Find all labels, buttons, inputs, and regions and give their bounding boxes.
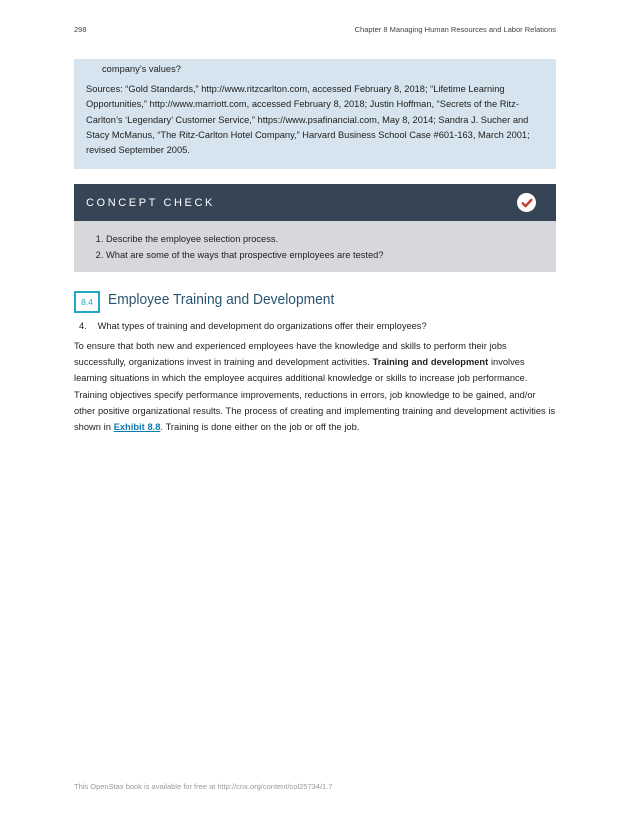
section-number-badge: 8.4 bbox=[74, 291, 100, 313]
concept-check-header bbox=[74, 184, 556, 221]
concept-check-questions bbox=[90, 232, 556, 263]
body-text: involves learning situations in which the employee acquires additional knowledge or skills to increase job performance. Training objectives specify performance improvements, reductions in errors, job knowledge to be gained, and/or other positive organizational results. The process of creating and implementing training and development activities is shown in bbox=[74, 357, 556, 433]
exhibit-link[interactable]: Exhibit 8.8 bbox=[113, 422, 161, 433]
body-paragraph bbox=[74, 338, 556, 435]
key-term: Training and development bbox=[372, 357, 489, 368]
concept-check-question: 2. What are some of the ways that prospective employees are tested? bbox=[106, 248, 556, 264]
body-text: . Training is done either on the job or off the job. bbox=[160, 422, 360, 433]
sources-box bbox=[74, 59, 556, 169]
learning-objective-text: What types of training and development do organizations offer their employees? bbox=[97, 321, 427, 331]
section-title: Employee Training and Development bbox=[108, 291, 335, 308]
sources-text: Sources: “Gold Standards,” http://www.ritzcarlton.com, accessed February 8, 2018; “Lifetime Learning Opportunities,” http://www.marriott.com, accessed February 8, 2018; Justin Hoffman, “Secrets of the Ritz-Carlton’s ‘Legendary’ Customer Service,” https://www.psafinancial.com, May 8, 2014; Sandra J. Sucher and Stacy McManus, “The Ritz-Carlton Hotel Company,” Harvard Business School Case #601-163, March 2001; revised September 2005. bbox=[86, 84, 530, 156]
learning-objective-number: 4. bbox=[79, 321, 87, 331]
concept-check-body bbox=[74, 221, 556, 272]
page-footer: This OpenStax book is available for free at http://cnx.org/content/col25734/1.7 bbox=[74, 782, 333, 791]
body-text: To ensure that both new and experienced employees have the knowledge and skills to perform their jobs successfully, organizations invest in training and development activities. bbox=[74, 341, 507, 368]
concept-check-question: 1. Describe the employee selection process. bbox=[106, 232, 556, 248]
chapter-title: Chapter 8 Managing Human Resources and Labor Relations bbox=[354, 25, 556, 34]
values-question-line: company’s values? bbox=[102, 64, 181, 74]
page-number: 298 bbox=[74, 25, 87, 34]
concept-check-title: CONCEPT CHECK bbox=[86, 196, 215, 209]
checkmark-icon bbox=[517, 193, 536, 212]
learning-objective bbox=[79, 321, 427, 331]
